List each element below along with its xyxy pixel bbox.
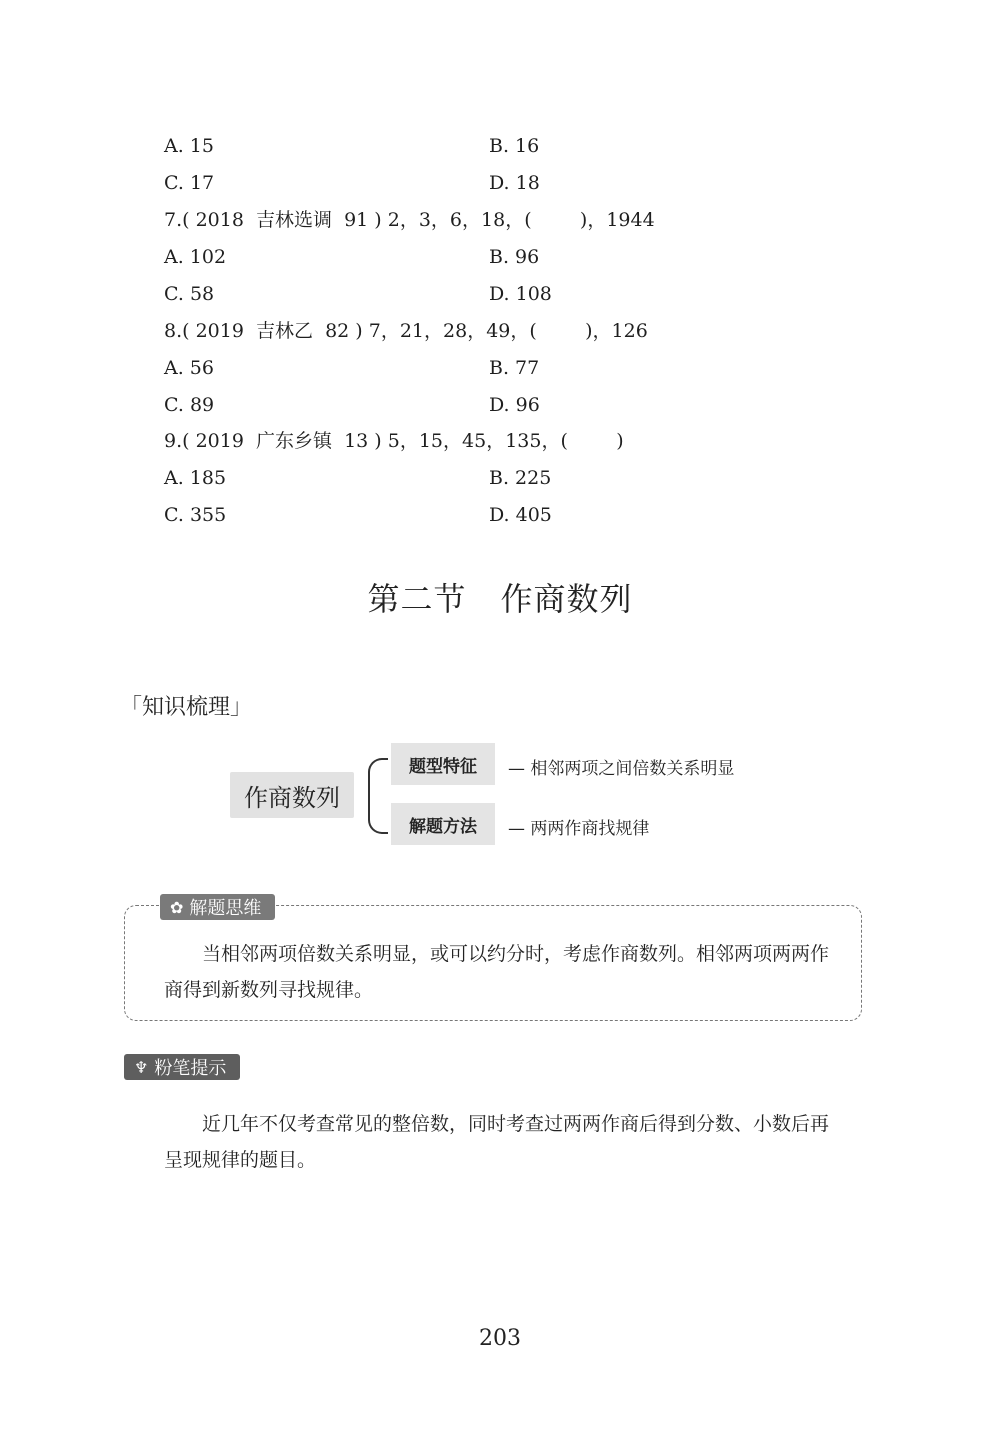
option-b: B. 225	[489, 467, 552, 489]
thinking-tag-label: 解题思维	[189, 898, 262, 919]
option-d: D. 405	[489, 504, 552, 526]
tip-tag	[124, 1054, 240, 1080]
tip-tag-label: 粉笔提示	[154, 1058, 227, 1079]
question-stem: 8.( 2019 吉林乙 82 ) 7，21，28，49，( )，126	[164, 320, 648, 342]
option-d: D. 96	[489, 394, 540, 416]
option-c: C. 89	[164, 394, 215, 416]
option-d: D. 108	[489, 283, 552, 305]
section-name: 作商数列	[500, 580, 633, 618]
mindmap-node-features: 题型特征	[391, 743, 495, 785]
heading-bracket-left: 「	[120, 695, 143, 720]
option-c: C. 58	[164, 283, 215, 305]
tip-text: 近几年不仅考查常见的整倍数，同时考查过两两作商后得到分数、小数后再呈现规律的题目。	[164, 1113, 830, 1171]
option-c: C. 355	[164, 504, 227, 526]
mindmap-root: 作商数列	[230, 772, 354, 818]
knowledge-title: 知识梳理	[142, 695, 231, 720]
option-b: B. 96	[489, 246, 540, 268]
mindmap-node-method: 解题方法	[391, 803, 495, 845]
mindmap-brace	[368, 758, 388, 834]
sprout-icon: ♆	[134, 1057, 149, 1077]
flower-icon: ✿	[170, 897, 184, 917]
heading-bracket-right: 」	[230, 695, 253, 720]
mindmap-desc-features: — 相邻两项之间倍数关系明显	[508, 759, 735, 779]
thinking-text: 当相邻两项倍数关系明显，或可以约分时，考虑作商数列。相邻两项两两作商得到新数列寻找规律。	[164, 943, 830, 1001]
question-stem: 7.( 2018 吉林选调 91 ) 2，3，6，18，( )，1944	[164, 209, 655, 231]
option-a: A. 15	[164, 135, 214, 157]
option-b: B. 77	[489, 357, 540, 379]
page-number: 203	[479, 1326, 521, 1351]
thinking-tag	[160, 894, 275, 920]
option-a: A. 102	[164, 246, 227, 268]
option-d: D. 18	[489, 172, 540, 194]
option-b: B. 16	[489, 135, 540, 157]
option-a: A. 56	[164, 357, 214, 379]
section-number: 第二节	[367, 580, 467, 618]
section-title	[0, 574, 1000, 620]
mindmap-desc-method: — 两两作商找规律	[508, 819, 650, 839]
question-stem: 9.( 2019 广东乡镇 13 ) 5，15，45，135，( )	[164, 430, 624, 452]
option-a: A. 185	[164, 467, 227, 489]
knowledge-heading	[120, 690, 252, 721]
option-c: C. 17	[164, 172, 215, 194]
